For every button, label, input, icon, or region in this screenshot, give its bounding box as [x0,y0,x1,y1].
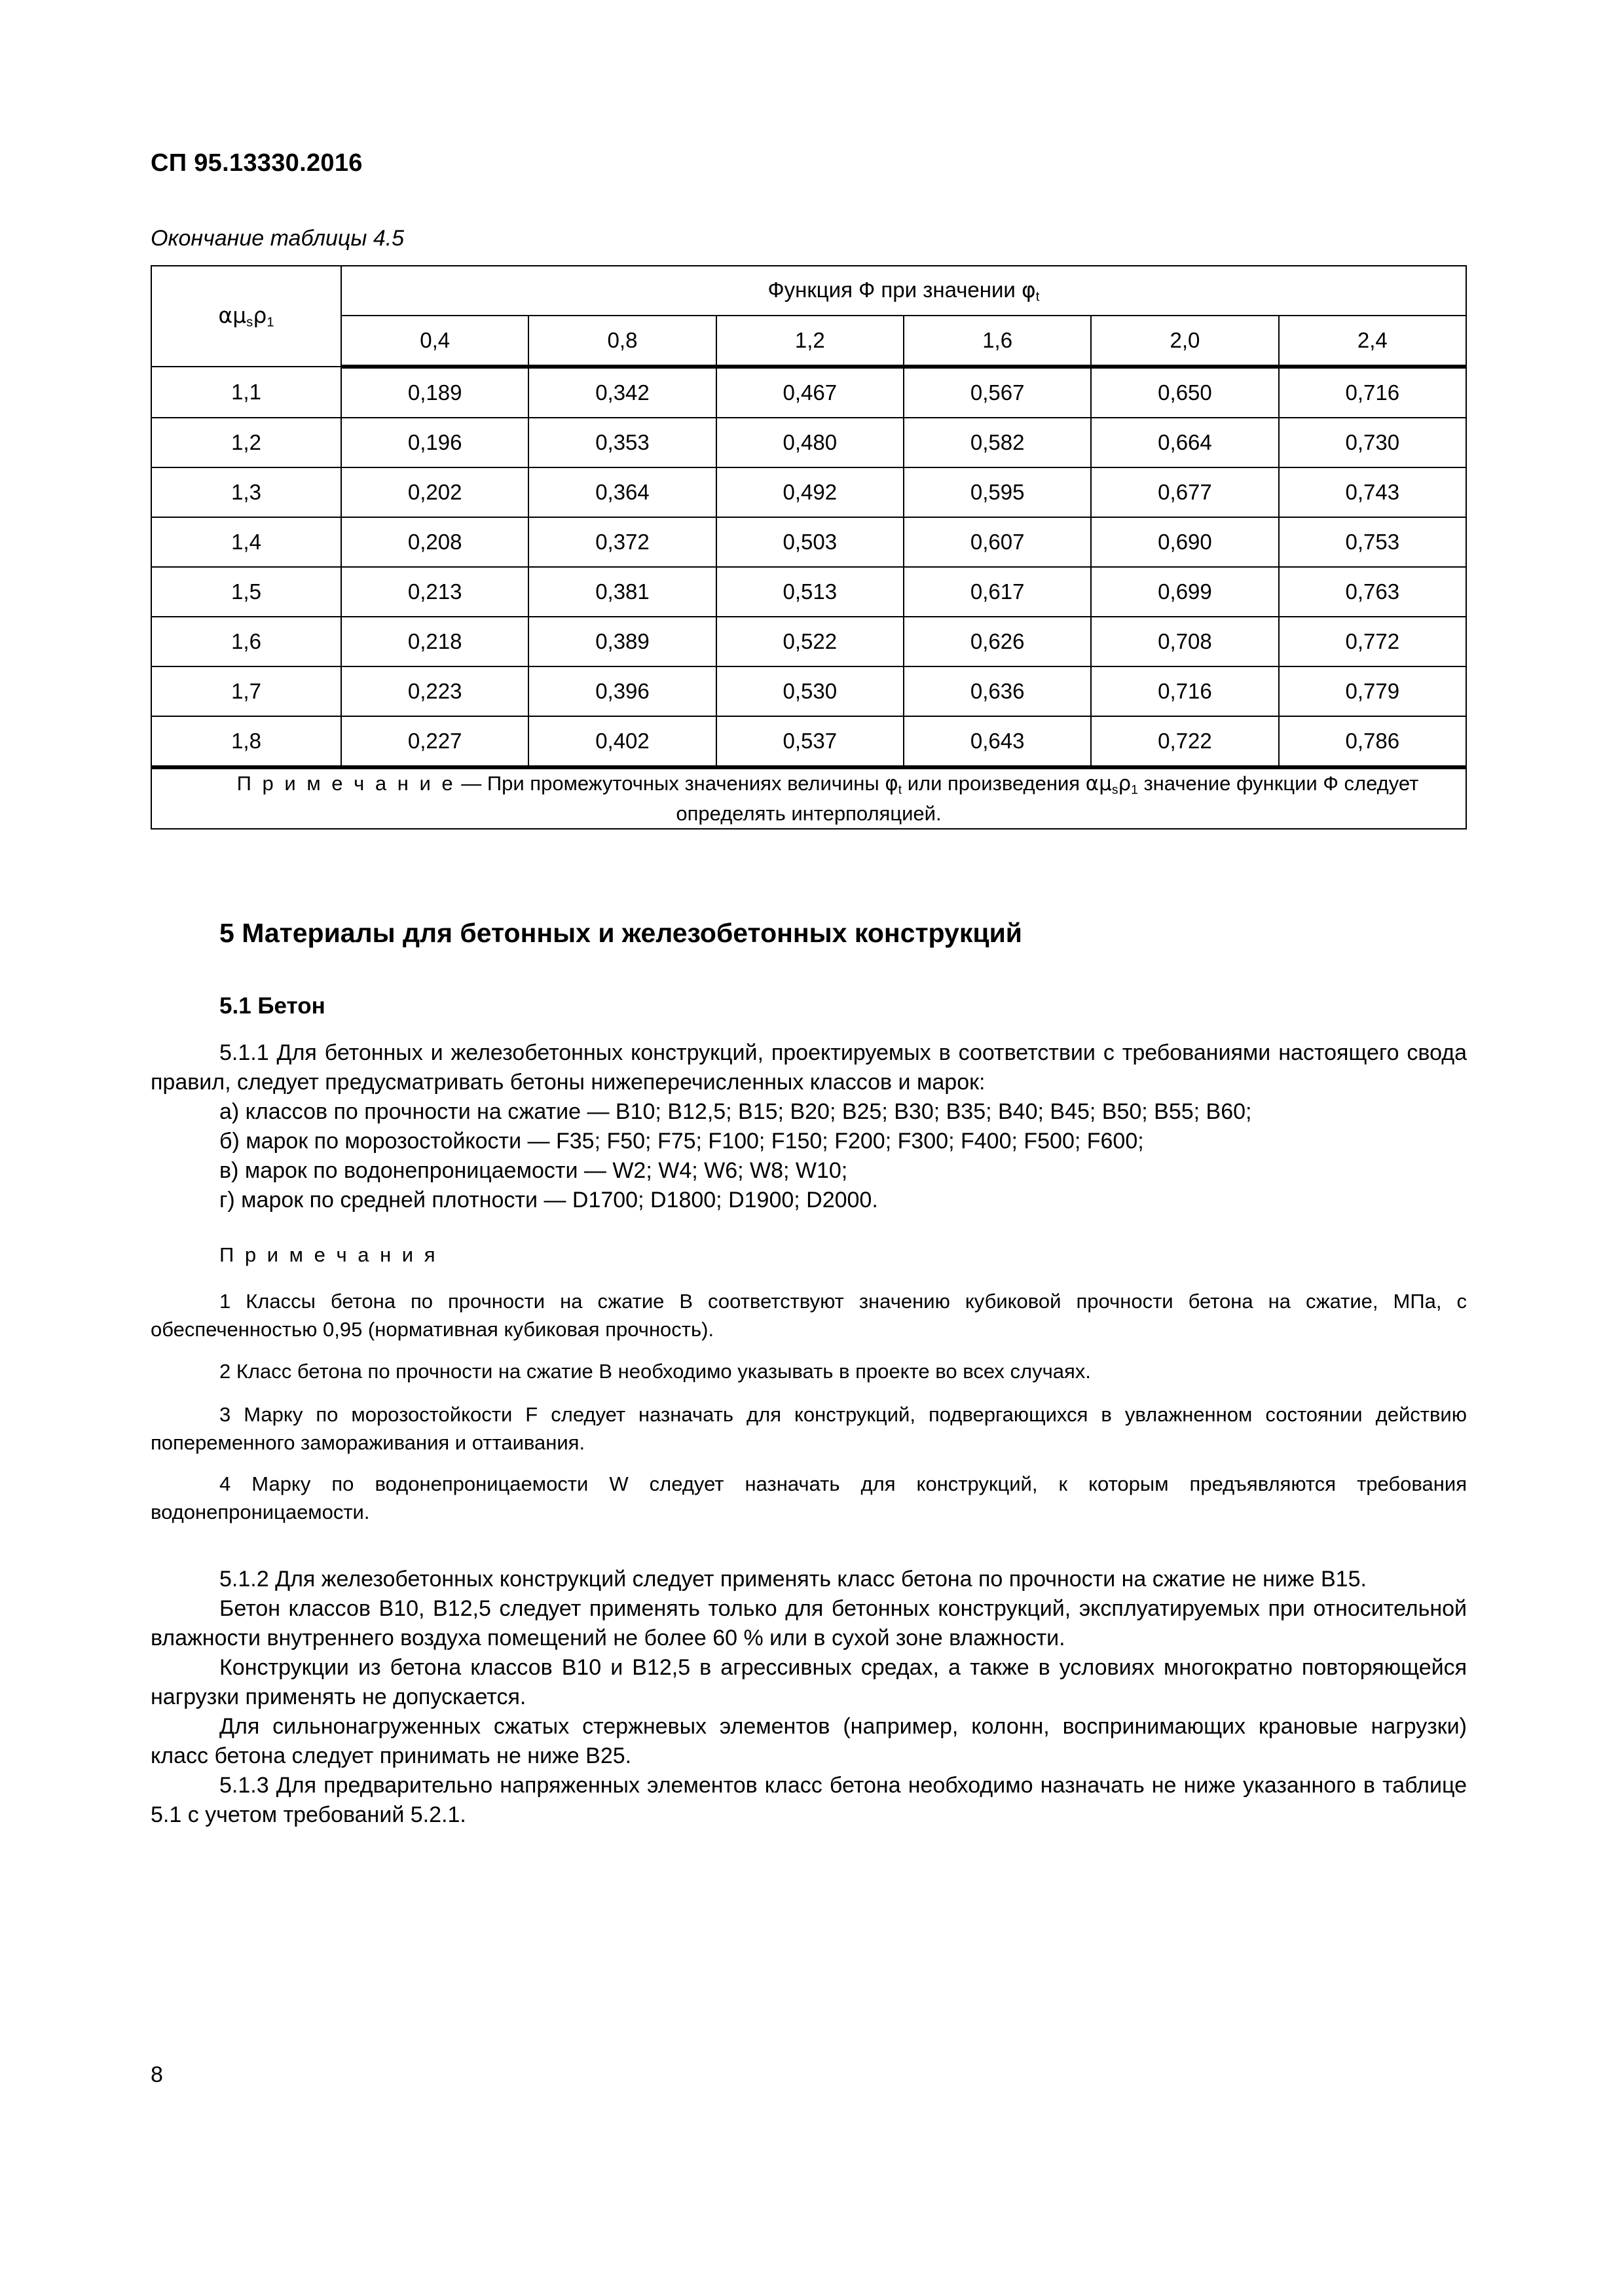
table-cell: 0,353 [528,418,716,467]
paragraph-5-1-3: 5.1.3 Для предварительно напряженных элементов класс бетона необходимо назначать не ниже указанного в таблице 5.1 с учетом требований 5.2.1. [151,1773,1467,1827]
table-row [151,467,1466,517]
table-cell: 0,342 [528,367,716,418]
table-cell: 0,213 [341,567,528,617]
table-cell: 0,650 [1091,367,1278,418]
rho-subscript: 1 [1131,783,1138,797]
table-cell: 0,389 [528,617,716,666]
document-header: СП 95.13330.2016 [151,149,363,177]
table-cell: 0,716 [1091,666,1278,716]
paragraph-5-1-2-b: Бетон классов В10, В12,5 следует применять только для бетонных конструкций, эксплуатируемых при относительной влажности внутреннего воздуха помещений не более 60 % или в сухой зоне влажности. [151,1596,1467,1650]
phi-subscript: t [898,783,902,797]
rho-symbol: ρ [253,302,267,328]
paragraph-5-1-1-block [151,1038,1467,1215]
column-header: 0,4 [341,316,528,367]
row-label: 1,3 [151,467,341,517]
list-item-b: б) марок по морозостойкости — F35; F50; F75; F100; F150; F200; F300; F400; F500; F600; [219,1129,1144,1154]
table-cell: 0,699 [1091,567,1278,617]
column-header: 1,2 [716,316,904,367]
table-cell: 0,503 [716,517,904,567]
table-note-text-3: значение функции Ф следует определять интерполяцией. [676,772,1419,825]
table-cell: 0,786 [1279,716,1466,767]
note-4: 4 Марку по водонепроницаемости W следует назначать для конструкций, к которым предъявляются требования водонепроницаемости. [151,1472,1467,1523]
column-header: 2,4 [1279,316,1466,367]
table-cell: 0,567 [904,367,1091,418]
table-cell: 0,582 [904,418,1091,467]
table-note [151,767,1466,829]
function-table [151,265,1467,829]
column-header: 1,6 [904,316,1091,367]
table-cell: 0,708 [1091,617,1278,666]
table-head [151,266,1466,367]
table-cell: 0,677 [1091,467,1278,517]
table-cell: 0,690 [1091,517,1278,567]
rho-symbol: ρ [1118,772,1132,795]
table-cell: 0,492 [716,467,904,517]
table-cell: 0,467 [716,367,904,418]
table-caption: Окончание таблицы 4.5 [151,226,405,251]
paragraph-5-1-2: 5.1.2 Для железобетонных конструкций следует применять класс бетона по прочности на сжатие не ниже В15. [219,1567,1367,1592]
table-cell: 0,396 [528,666,716,716]
table-cell: 0,227 [341,716,528,767]
table-note-lead: П р и м е ч а н и е [236,772,456,795]
function-span-header [341,266,1466,316]
note-1: 1 Классы бетона по прочности на сжатие В соответствуют значению кубиковой прочности бетона на сжатие, МПа, с обеспеченностью 0,95 (нормативная кубиковая прочность). [151,1290,1467,1341]
table-cell: 0,763 [1279,567,1466,617]
table-cell: 0,372 [528,517,716,567]
table-cell: 0,716 [1279,367,1466,418]
table-note-dash: — [455,772,487,795]
column-header: 2,0 [1091,316,1278,367]
table-row [151,418,1466,467]
row-label: 1,5 [151,567,341,617]
alpha-mu-subscript: s [1111,783,1118,797]
row-label: 1,8 [151,716,341,767]
table-cell: 0,208 [341,517,528,567]
row-label: 1,4 [151,517,341,567]
phi-subscript: t [1035,289,1040,304]
table-row [151,666,1466,716]
table-cell: 0,537 [716,716,904,767]
table-row [151,367,1466,418]
rho-subscript: 1 [267,314,274,330]
table-4-5-continuation [151,265,1467,829]
note-4-block [151,1470,1467,1526]
paragraph-5-1-2-c: Конструкции из бетона классов В10 и В12,5 в агрессивных средах, а также в условиях многократно повторяющейся нагрузки применять не допускается. [151,1655,1467,1709]
table-cell: 0,626 [904,617,1091,666]
table-cell: 0,530 [716,666,904,716]
table-cell: 0,202 [341,467,528,517]
table-cell: 0,636 [904,666,1091,716]
table-cell: 0,223 [341,666,528,716]
table-cell: 0,364 [528,467,716,517]
table-note-text-1: При промежуточных значениях величины [487,772,885,795]
row-label-header-cell [151,266,341,367]
table-body [151,367,1466,829]
table-cell: 0,595 [904,467,1091,517]
function-span-header-text: Функция Ф при значении [767,277,1022,302]
phi-symbol: φ [1022,276,1036,302]
list-item-a: а) классов по прочности на сжатие — В10; В12,5; В15; В20; В25; В30; В35; В40; В45; В50; В55; В60; [219,1099,1252,1124]
table-cell: 0,196 [341,418,528,467]
table-head-row-title [151,266,1466,316]
section-heading-5-1: 5.1 Бетон [219,993,325,1019]
column-header: 0,8 [528,316,716,367]
table-head-row-columns [151,316,1466,367]
table-cell: 0,513 [716,567,904,617]
table-row [151,716,1466,767]
table-cell: 0,730 [1279,418,1466,467]
table-cell: 0,643 [904,716,1091,767]
table-note-text-2: или произведения [902,772,1086,795]
table-cell: 0,664 [1091,418,1278,467]
note-3: 3 Марку по морозостойкости F следует назначать для конструкций, подвергающихся в увлажненном состоянии действию попеременного замораживания и оттаивания. [151,1403,1467,1454]
table-cell: 0,381 [528,567,716,617]
table-cell: 0,617 [904,567,1091,617]
phi-symbol: φ [885,772,898,795]
table-cell: 0,522 [716,617,904,666]
alpha-mu-symbol: αμ [1085,772,1112,795]
row-label: 1,6 [151,617,341,666]
row-label: 1,1 [151,367,341,418]
table-cell: 0,779 [1279,666,1466,716]
notes-title: П р и м е ч а н и я [219,1243,438,1266]
table-row [151,567,1466,617]
alpha-mu-symbol: αμ [218,302,247,328]
table-cell: 0,480 [716,418,904,467]
table-row [151,617,1466,666]
table-cell: 0,772 [1279,617,1466,666]
note-1-block [151,1287,1467,1343]
note-2: 2 Класс бетона по прочности на сжатие В необходимо указывать в проекте во всех случаях. [219,1360,1091,1383]
note-2-block [151,1357,1467,1385]
table-cell: 0,743 [1279,467,1466,517]
row-label: 1,2 [151,418,341,467]
table-cell: 0,753 [1279,517,1466,567]
table-cell: 0,722 [1091,716,1278,767]
row-label: 1,7 [151,666,341,716]
list-item-g: г) марок по средней плотности — D1700; D1800; D1900; D2000. [219,1188,878,1212]
page-number: 8 [151,2062,163,2087]
table-row [151,517,1466,567]
alpha-mu-subscript: s [246,314,253,330]
paragraph-5-1-2-d: Для сильнонагруженных сжатых стержневых элементов (например, колонн, воспринимающих крановые нагрузки) класс бетона следует принимать не ниже В25. [151,1714,1467,1768]
table-cell: 0,218 [341,617,528,666]
table-cell: 0,402 [528,716,716,767]
notes-block [151,1241,1467,1269]
table-note-row [151,767,1466,829]
table-cell: 0,189 [341,367,528,418]
paragraph-5-1-2-block [151,1565,1467,1830]
paragraph-5-1-1: 5.1.1 Для бетонных и железобетонных конструкций, проектируемых в соответствии с требованиями настоящего свода правил, следует предусматривать бетоны нижеперечисленных классов и марок: [151,1040,1467,1095]
note-3-block [151,1400,1467,1457]
section-heading-5: 5 Материалы для бетонных и железобетонных конструкций [219,918,1022,949]
table-cell: 0,607 [904,517,1091,567]
list-item-v: в) марок по водонепроницаемости — W2; W4; W6; W8; W10; [219,1158,848,1183]
